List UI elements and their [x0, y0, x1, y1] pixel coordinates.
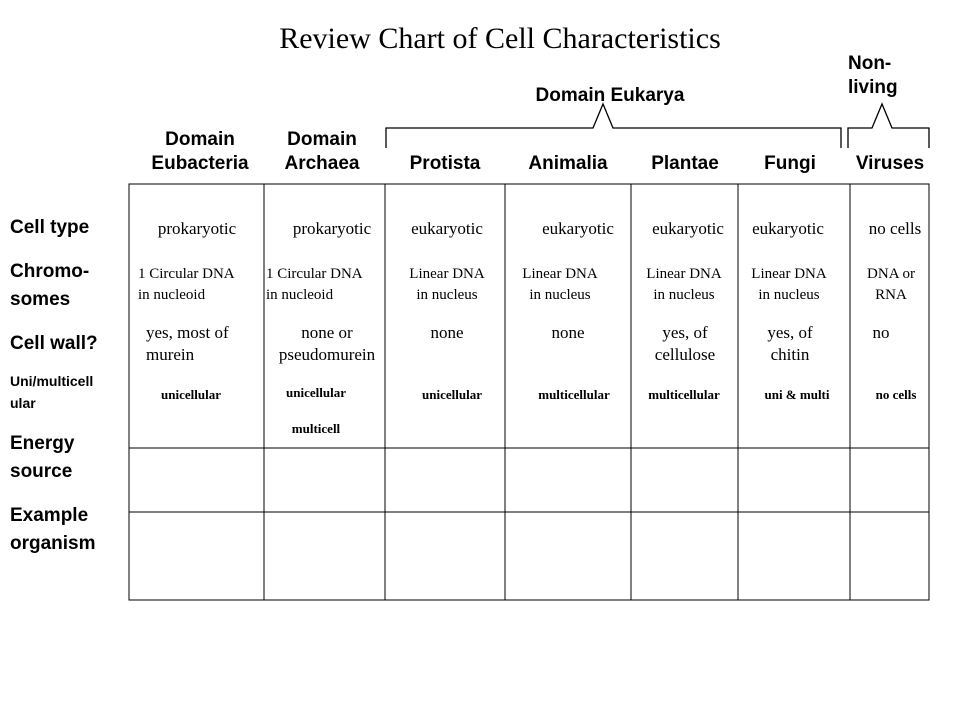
- row-label-uni-multicellular: Uni/multicell ular: [10, 373, 94, 411]
- col-header-animalia: Animalia: [528, 153, 608, 174]
- chromosomes-eubacteria: 1 Circular DNA in nucleoid: [138, 266, 235, 303]
- row-label-cell-wall: Cell wall?: [10, 333, 98, 354]
- cell-wall-fungi: yes, of chitin: [767, 323, 813, 364]
- domain-eukarya-label: Domain Eukarya: [535, 85, 685, 106]
- cell-type-eubacteria: prokaryotic: [157, 219, 237, 238]
- chromosomes-viruses: DNA or RNA: [867, 266, 915, 303]
- row-label-energy-source: Energy source: [10, 433, 75, 482]
- cellularity-viruses: no cells: [875, 387, 917, 402]
- col-header-viruses: Viruses: [855, 153, 925, 174]
- cell-wall-eubacteria: yes, most of murein: [146, 323, 229, 364]
- row-label-chromosomes: Chromo- somes: [10, 261, 90, 310]
- cellularity-archaea: unicellular multicell: [286, 385, 346, 436]
- chromosomes-animalia: Linear DNA in nucleus: [522, 266, 598, 303]
- cell-wall-viruses: no: [872, 323, 890, 342]
- col-header-archaea: Domain Archaea: [284, 129, 360, 174]
- cellularity-fungi: uni & multi: [764, 387, 830, 402]
- cell-type-animalia: eukaryotic: [542, 219, 614, 238]
- cellularity-animalia: multicellular: [538, 387, 610, 402]
- eukarya-bracket: [386, 104, 841, 148]
- cell-type-fungi: eukaryotic: [752, 219, 824, 238]
- cell-wall-protista: none: [430, 323, 464, 342]
- chromosomes-archaea: 1 Circular DNA in nucleoid: [266, 266, 363, 303]
- nonliving-label: Non- living: [848, 53, 898, 98]
- cell-wall-animalia: none: [551, 323, 585, 342]
- cellularity-eubacteria: unicellular: [161, 387, 221, 402]
- col-header-eubacteria: Domain Eubacteria: [151, 129, 249, 174]
- chromosomes-plantae: Linear DNA in nucleus: [646, 266, 722, 303]
- cell-type-viruses: no cells: [868, 219, 922, 238]
- chromosomes-protista: Linear DNA in nucleus: [409, 266, 485, 303]
- cell-type-protista: eukaryotic: [411, 219, 483, 238]
- row-label-example-organism: Example organism: [10, 505, 96, 554]
- cell-wall-plantae: yes, of cellulose: [654, 323, 716, 364]
- cellularity-protista: unicellular: [422, 387, 482, 402]
- col-header-plantae: Plantae: [651, 153, 719, 174]
- page-title: Review Chart of Cell Characteristics: [279, 22, 721, 55]
- col-header-protista: Protista: [409, 153, 481, 174]
- cell-type-plantae: eukaryotic: [652, 219, 724, 238]
- col-header-fungi: Fungi: [764, 153, 816, 174]
- cellularity-plantae: multicellular: [648, 387, 720, 402]
- cell-wall-archaea: none or pseudomurein: [278, 323, 376, 364]
- cell-type-archaea: prokaryotic: [292, 219, 372, 238]
- nonliving-bracket: [848, 104, 929, 148]
- row-label-cell-type: Cell type: [10, 217, 90, 238]
- chromosomes-fungi: Linear DNA in nucleus: [751, 266, 827, 303]
